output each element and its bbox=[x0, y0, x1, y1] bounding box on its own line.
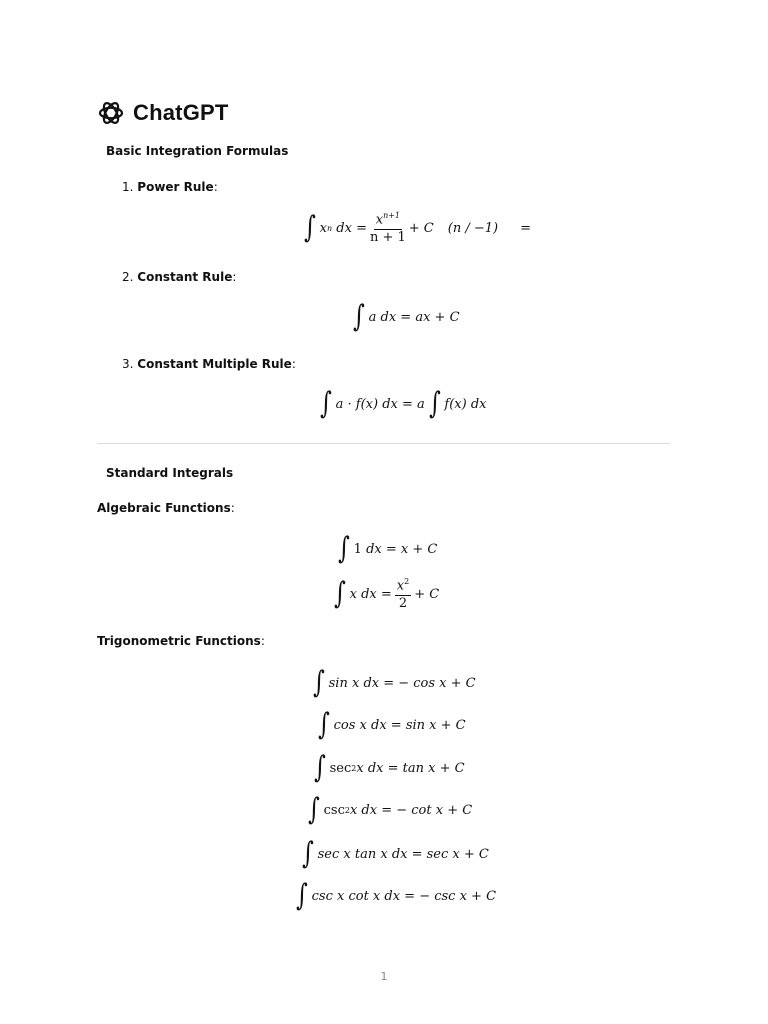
formula-trig-csccot: ∫ csc x cot x dx = − csc x + C bbox=[295, 878, 497, 913]
formula-constant-multiple-rule: ∫ a · f(x) dx = a ∫ f(x) dx bbox=[319, 386, 487, 421]
section-divider bbox=[97, 443, 670, 444]
fraction: $\frac{x^{n+1}}{n + 1}$ bbox=[369, 211, 406, 245]
section-title-basic: Basic Integration Formulas bbox=[106, 144, 289, 158]
section-title-standard: Standard Integrals bbox=[106, 466, 234, 480]
formula-algebraic-2: ∫ x dx = $\frac{x^2}{2}$ + C bbox=[333, 576, 440, 612]
formula-constant-rule: ∫ a dx = ax + C bbox=[352, 299, 460, 334]
formula-trig-sec2: ∫ sec 2 x dx = tan x + C bbox=[313, 750, 465, 785]
brand-name: ChatGPT bbox=[133, 100, 229, 125]
subheading-algebraic: Algebraic Functions: bbox=[97, 501, 235, 515]
subheading-trigonometric: Trigonometric Functions: bbox=[97, 634, 265, 648]
list-item-constant-rule: 2. Constant Rule: bbox=[122, 270, 237, 284]
formula-trig-sectan: ∫ sec x tan x dx = sec x + C bbox=[301, 836, 489, 871]
fraction: $\frac{x^2}{2}$ bbox=[396, 577, 410, 611]
page-number: 1 bbox=[380, 970, 388, 983]
formula-algebraic-1: ∫ 1 dx = x + C bbox=[337, 531, 438, 566]
formula-trig-csc2: ∫ csc 2 x dx = − cot x + C bbox=[307, 792, 473, 827]
list-item-power-rule: 1. Power Rule: bbox=[122, 180, 218, 194]
formula-power-rule: ∫ x n dx = $\frac{x^{n+1}}{n + 1}$ + C (n / −1) = bbox=[303, 210, 531, 246]
formula-trig-sin: ∫ sin x dx = − cos x + C bbox=[312, 665, 476, 700]
brand-logo bbox=[97, 99, 229, 127]
openai-logo-icon bbox=[97, 99, 125, 127]
formula-trig-cos: ∫ cos x dx = sin x + C bbox=[317, 707, 466, 742]
list-item-constant-multiple-rule: 3. Constant Multiple Rule: bbox=[122, 357, 296, 371]
